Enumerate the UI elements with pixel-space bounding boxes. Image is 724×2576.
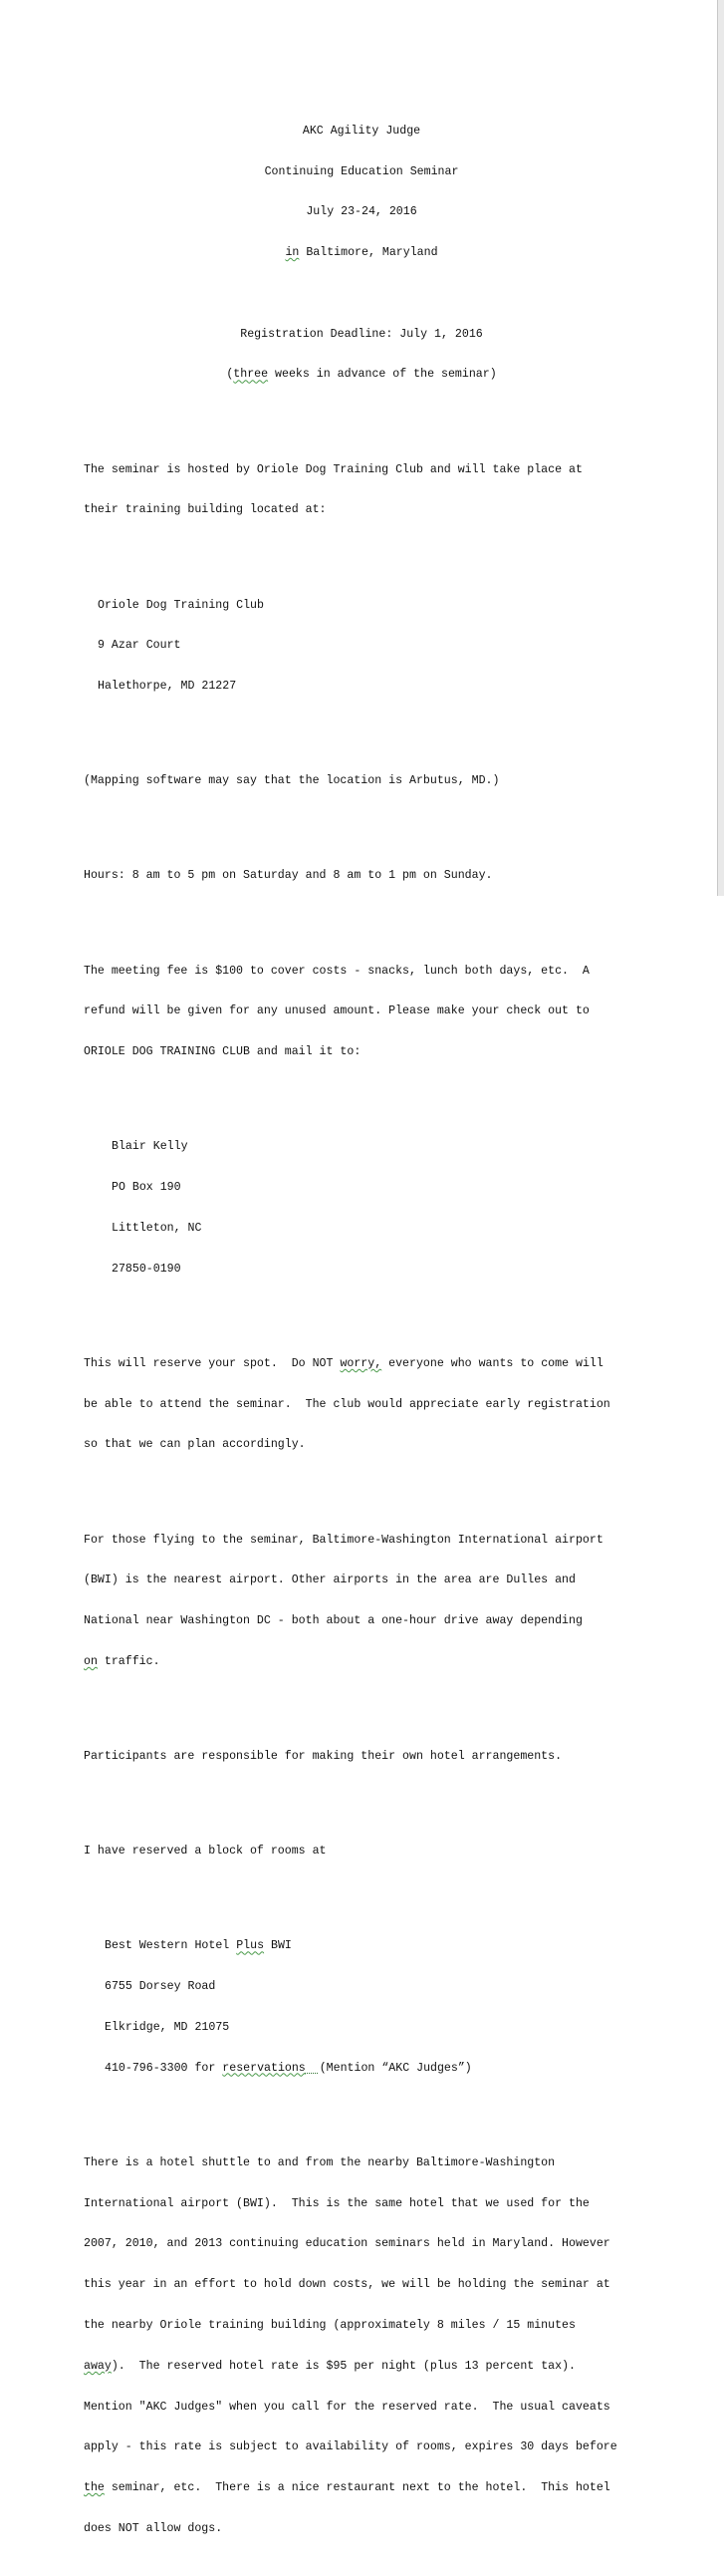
intro-line: their training building located at: [84,503,327,517]
mail-box: PO Box 190 [112,1181,181,1195]
grammar-flag: reservations [222,2061,306,2075]
flying-line: National near Washington DC - both about a one-hour drive away depending [84,1614,583,1628]
fee-line: ORIOLE DOG TRAINING CLUB and mail it to: [84,1045,362,1059]
seminar-title: AKC Agility Judge [302,124,421,138]
document-body[interactable] [84,84,681,2576]
venue-street: 9 Azar Court [98,639,181,653]
flying-line: For those flying to the seminar, Baltimore-Washington International airport [84,1533,603,1547]
mail-name: Blair Kelly [112,1140,188,1154]
grammar-flag: worry, [340,1356,382,1370]
window-edge [718,0,724,896]
block-intro: I have reserved a block of rooms at [84,1845,327,1859]
reserve-line: This will reserve your spot. Do NOT worry, everyone who wants to come will [84,1356,603,1370]
hours-line: Hours: 8 am to 5 pm on Saturday and 8 am to 1 pm on Sunday. [84,869,493,883]
fee-line: refund will be given for any unused amount. Please make your check out to [84,1004,590,1018]
reserve-line: so that we can plan accordingly. [84,1438,306,1452]
flying-line: (BWI) is the nearest airport. Other airports in the area are Dulles and [84,1574,576,1587]
shuttle-line: this year in an effort to hold down costs, we will be holding the seminar at [84,2278,610,2292]
venue-city: Halethorpe, MD 21227 [98,680,237,694]
reserve-line: be able to attend the seminar. The club would appreciate early registration [84,1397,610,1411]
seminar-dates: July 23-24, 2016 [306,205,417,219]
shuttle-line: does NOT allow dogs. [84,2521,223,2535]
hotel-city: Elkridge, MD 21075 [105,2020,230,2034]
spell-flag: away [84,2359,112,2373]
mail-city: Littleton, NC [112,1221,202,1235]
flying-line: on traffic. [84,1654,160,1668]
hotel-phone: 410-796-3300 for reservations (Mention “AKC Judges”) [105,2061,472,2075]
seminar-location: in Baltimore, Maryland [285,246,438,260]
shuttle-line: the seminar, etc. There is a nice restaurant next to the hotel. This hotel [84,2481,610,2495]
spell-flag: in [285,246,300,260]
shuttle-line: Mention "AKC Judges" when you call for the reserved rate. The usual caveats [84,2400,610,2414]
hotel-name: Best Western Hotel Plus BWI [105,1939,292,1953]
hotel-street: 6755 Dorsey Road [105,1980,216,1994]
registration-deadline: Registration Deadline: July 1, 2016 [240,327,483,341]
spell-flag: on [84,1654,98,1668]
grammar-flag [306,2062,320,2075]
shuttle-line: away). The reserved hotel rate is $95 per night (plus 13 percent tax). [84,2359,576,2373]
mail-zip: 27850-0190 [112,1262,181,1276]
shuttle-line: There is a hotel shuttle to and from the nearby Baltimore-Washington [84,2155,556,2169]
mapping-note: (Mapping software may say that the location is Arbutus, MD.) [84,774,500,788]
shuttle-line: the nearby Oriole training building (approximately 8 miles / 15 minutes [84,2318,576,2332]
advance-note: (three weeks in advance of the seminar) [226,368,497,382]
shuttle-line: 2007, 2010, and 2013 continuing education seminars held in Maryland. However [84,2237,610,2251]
seminar-subtitle: Continuing Education Seminar [264,164,459,178]
spell-flag: Plus [236,1939,265,1953]
hotel-arrangements: Participants are responsible for making their own hotel arrangements. [84,1750,563,1764]
shuttle-line: International airport (BWI). This is the same hotel that we used for the [84,2196,590,2210]
intro-line: The seminar is hosted by Oriole Dog Training Club and will take place at [84,462,583,476]
shuttle-line: apply - this rate is subject to availability of rooms, expires 30 days before [84,2440,617,2454]
venue-name: Oriole Dog Training Club [98,598,264,612]
spell-flag: three [233,368,269,382]
spell-flag: the [84,2481,105,2495]
fee-line: The meeting fee is $100 to cover costs - snacks, lunch both days, etc. A [84,964,590,978]
